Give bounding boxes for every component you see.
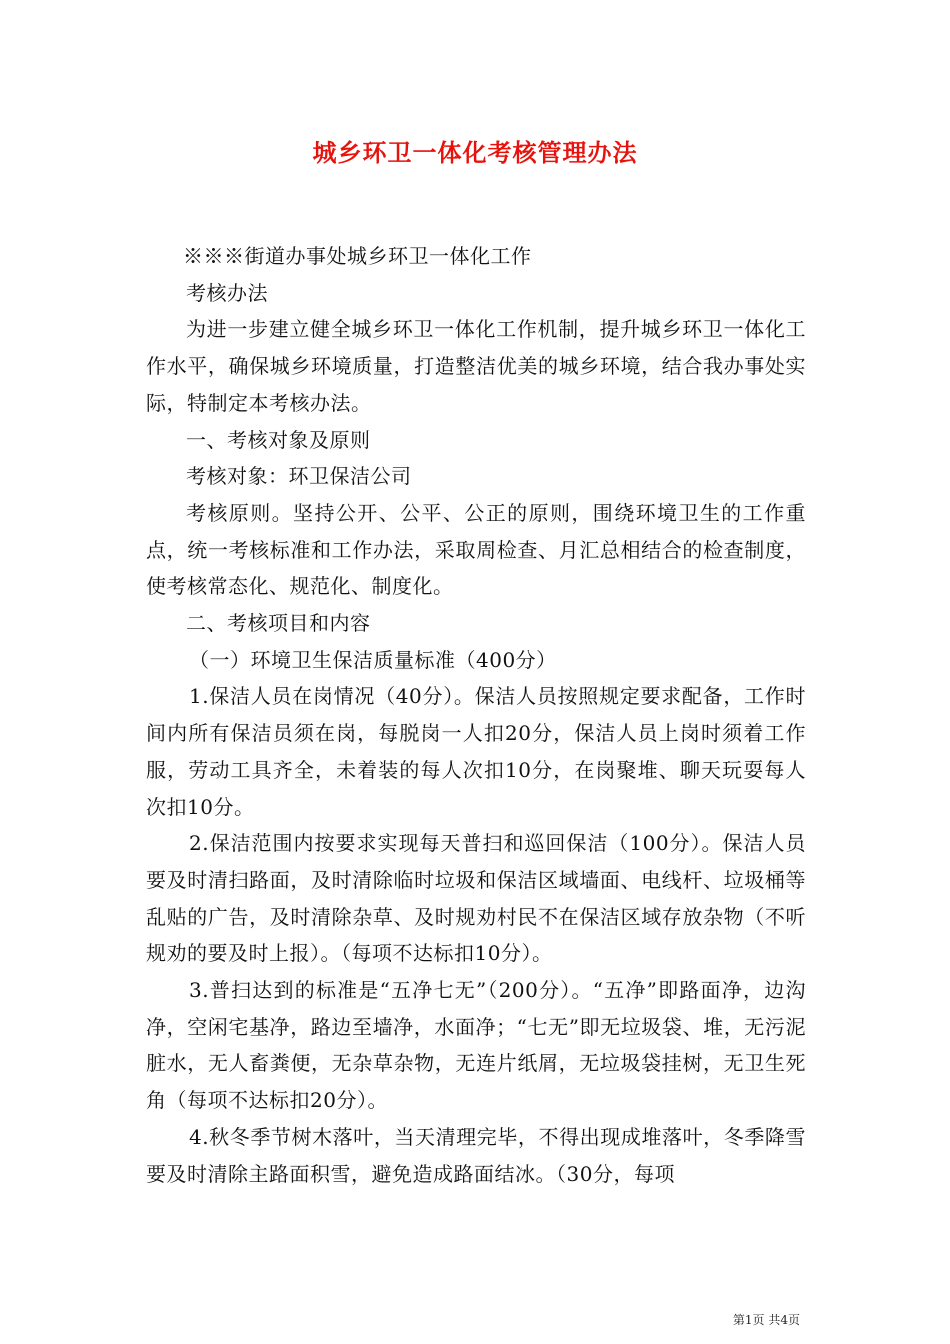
paragraph-target: 考核对象：环卫保洁公司: [186, 464, 412, 489]
document-title: 城乡环卫一体化考核管理办法: [312, 138, 638, 167]
list-item-1: 1.保洁人员在岗情况（40分）。保洁人员按照规定要求配备，工作时间内所有保洁员须在岗，每脱岗一人扣20分，保洁人员上岗时须着工作服，劳动工具齐全，未着装的每人次扣10分，在岗聚堆、聊天玩耍每人次扣10分。: [146, 684, 806, 819]
list-item-2: 2.保洁范围内按要求实现每天普扫和巡回保洁（100分）。保洁人员要及时清扫路面，及时清除临时垃圾和保洁区域墙面、电线杆、垃圾桶等乱贴的广告，及时清除杂草、及时规劝村民不在保洁区域存放杂物（不听规劝的要及时上报）。（每项不达标扣10分）。: [146, 831, 806, 966]
page-number-footer: 第1页 共4页: [732, 1313, 800, 1327]
document-body: [146, 238, 806, 1192]
section-heading-1: 一、考核对象及原则: [186, 427, 371, 452]
paragraph-intro: 为进一步建立健全城乡环卫一体化工作机制，提升城乡环卫一体化工作水平，确保城乡环境质量，打造整洁优美的城乡环境，结合我办事处实际，特制定本考核办法。: [146, 317, 806, 415]
paragraph-subtitle: 考核办法: [186, 280, 268, 305]
list-item-3: 3.普扫达到的标准是“五净七无”（200分）。“五净”即路面净，边沟净，空闲宅基净，路边至墙净，水面净；“七无”即无垃圾袋、堆，无污泥脏水，无人畜粪便，无杂草杂物，无连片纸屑，无垃圾袋挂树，无卫生死角（每项不达标扣20分）。: [146, 978, 806, 1113]
paragraph-principles: 考核原则。坚持公开、公平、公正的原则，围绕环境卫生的工作重点，统一考核标准和工作办法，采取周检查、月汇总相结合的检查制度，使考核常态化、规范化、制度化。: [146, 500, 806, 599]
paragraph-office-line: ※※※街道办事处城乡环卫一体化工作: [183, 244, 532, 268]
list-item-4: 4.秋冬季节树木落叶，当天清理完毕，不得出现成堆落叶，冬季降雪要及时清除主路面积雪，避免造成路面结冰。（30分，每项: [146, 1124, 806, 1186]
section-heading-2: 二、考核项目和内容: [186, 611, 371, 636]
subsection-heading-1: （一）环境卫生保洁质量标准（400分）: [189, 647, 557, 672]
